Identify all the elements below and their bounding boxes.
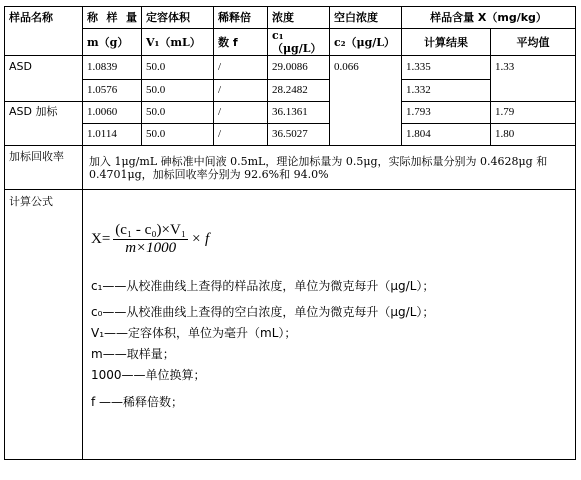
- dilution-cell: /: [214, 102, 268, 124]
- header-row-1: [5, 7, 576, 29]
- blank-value-cell: 0.066: [330, 56, 402, 146]
- weight-cell: 1.0114: [83, 124, 142, 146]
- definition-1000: 1000——单位换算；: [91, 368, 206, 382]
- header-concentration: 浓度: [268, 7, 330, 29]
- formula-lhs: X=: [91, 231, 111, 247]
- formula-numerator: (c₁ - c₀)×V₁: [115, 222, 187, 238]
- formula-cell: [83, 190, 576, 460]
- result-cell: 1.332: [402, 80, 491, 102]
- header-blank: 空白浓度: [330, 7, 402, 29]
- result-cell: 1.793: [402, 102, 491, 124]
- formula-times-f: × f: [191, 231, 210, 247]
- result-cell: 1.804: [402, 124, 491, 146]
- volume-cell: 50.0: [142, 124, 214, 146]
- recovery-row: [5, 146, 576, 190]
- header-weight-unit: m（g）: [83, 29, 142, 56]
- header-row-2: [5, 29, 576, 56]
- result-table: [4, 6, 576, 460]
- sample-name-asd-spiked: ASD 加标: [5, 102, 83, 146]
- weight-cell: 1.0576: [83, 80, 142, 102]
- definition-f: f ——稀释倍数；: [91, 395, 184, 409]
- concentration-cell: 36.5027: [268, 124, 330, 146]
- formula-denominator: m×1000: [125, 240, 177, 256]
- header-volume: 定容体积: [142, 7, 214, 29]
- definition-c0: c₀——从校准曲线上查得的空白浓度，单位为微克每升（μg/L）；: [91, 305, 435, 319]
- formula-fraction: [113, 224, 188, 255]
- header-concentration-unit: c₁（μg/L）: [268, 29, 330, 56]
- table-row: [5, 56, 576, 80]
- definition-m: m——取样量；: [91, 347, 175, 361]
- weight-cell: 1.0839: [83, 56, 142, 80]
- volume-cell: 50.0: [142, 56, 214, 80]
- dilution-cell: /: [214, 56, 268, 80]
- header-dilution: 稀释倍: [214, 7, 268, 29]
- formula-row: [5, 190, 576, 460]
- result-cell: 1.335: [402, 56, 491, 80]
- table-row: [5, 102, 576, 124]
- header-content: 样品含量 X（mg/kg）: [402, 7, 576, 29]
- definition-c1: c₁——从校准曲线上查得的样品浓度，单位为微克每升（μg/L）；: [91, 279, 435, 293]
- average-cell: 1.33: [491, 56, 576, 102]
- volume-cell: 50.0: [142, 102, 214, 124]
- average-cell: 1.80: [491, 124, 576, 146]
- formula-box: [83, 190, 575, 458]
- table-row: [5, 124, 576, 146]
- header-sample-name: 样品名称: [5, 7, 83, 56]
- concentration-cell: 29.0086: [268, 56, 330, 80]
- recovery-text: 加入 1μg/mL 砷标准中间液 0.5mL，理论加标量为 0.5μg，实际加标量分别为 0.4628μg 和 0.4701μg，加标回收率分别为 92.6%和 94.0%: [83, 146, 576, 190]
- recovery-label: 加标回收率: [5, 146, 83, 190]
- dilution-cell: /: [214, 80, 268, 102]
- sample-name-asd: ASD: [5, 56, 83, 102]
- average-cell: 1.79: [491, 102, 576, 124]
- formula-label: 计算公式: [5, 190, 83, 460]
- concentration-cell: 28.2482: [268, 80, 330, 102]
- table-row: [5, 80, 576, 102]
- header-average: 平均值: [491, 29, 576, 56]
- header-dilution-unit: 数 f: [214, 29, 268, 56]
- header-volume-unit: V₁（mL）: [142, 29, 214, 56]
- definition-v1: V₁——定容体积，单位为毫升（mL）；: [91, 326, 297, 340]
- concentration-cell: 36.1361: [268, 102, 330, 124]
- weight-cell: 1.0060: [83, 102, 142, 124]
- dilution-cell: /: [214, 124, 268, 146]
- formula-equation: [91, 224, 209, 255]
- volume-cell: 50.0: [142, 80, 214, 102]
- header-blank-unit: c₂（μg/L）: [330, 29, 402, 56]
- header-weight: 称样量: [83, 7, 142, 29]
- header-calc-result: 计算结果: [402, 29, 491, 56]
